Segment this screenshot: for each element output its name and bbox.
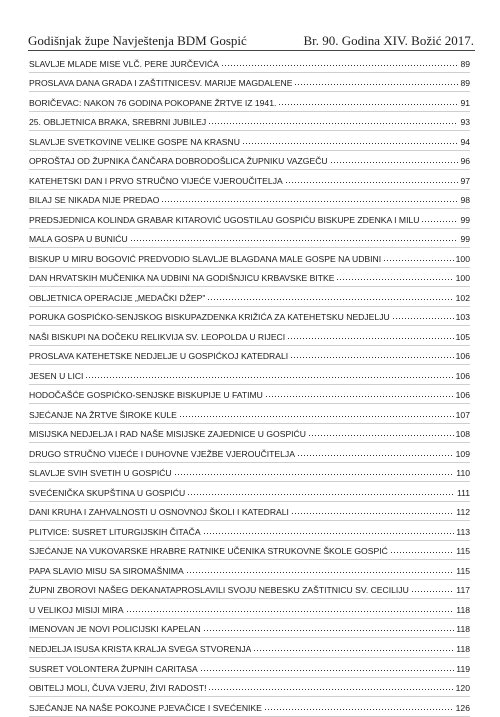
toc-entry-title: SLAVLJE SVETKOVINE VELIKE GOSPE NA KRASNU [29,136,240,147]
toc-entry-title: SJEĆANJE NA NAŠE POKOJNE PJEVAČICE I SVEĆENIKE [29,702,262,713]
dot-leader [278,104,458,105]
toc-entry[interactable] [29,346,470,366]
toc-entry-title: DRUGO STRUČNO VIJEĆE I DUHOVNE VJEŽBE VJEROUČITELJA [29,448,295,459]
dot-leader [308,435,454,436]
toc-entry-page: 112 [456,507,470,518]
toc-entry-title: JESEN U LICI [29,370,84,381]
toc-entry[interactable] [29,599,470,619]
toc-entry-title: SVEĆENIČKA SKUPŠTINA U GOSPIĆU [29,487,186,498]
toc-entry-title: BISKUP U MIRU BOGOVIĆ PREDVODIO SLAVLJE BLAGDANA MALE GOSPE NA UDBINI [29,253,382,264]
dot-leader [85,377,453,378]
dot-leader [294,84,458,85]
toc-entry-page: 110 [456,468,470,479]
toc-entry[interactable] [29,580,470,600]
toc-entry-page: 115 [456,565,470,576]
toc-entry[interactable] [29,365,470,385]
toc-entry-page: 106 [455,351,470,362]
toc-entry-title: SJEĆANJE NA ŽRTVE ŠIROKE KULE [29,409,177,420]
toc-entry[interactable] [29,560,470,580]
toc-entry-page: 102 [455,292,470,303]
toc-entry[interactable] [29,658,470,678]
toc-entry-title: 25. OBLJETNICA BRAKA, SREBRNI JUBILEJ [29,117,207,128]
toc-entry-page: 97 [460,175,470,186]
toc-entry[interactable] [29,307,470,327]
toc-entry-title: SUSRET VOLONTERA ŽUPNIH CARITASA [29,663,198,674]
toc-entry-page: 100 [455,253,470,264]
toc-entry-title: HODOČAŠĆE GOSPIĆKO-SENJSKE BISKUPIJE U FATIMU [29,390,263,401]
toc-entry-title: IMENOVAN JE NOVI POLICIJSKI KAPELAN [29,624,201,635]
toc-entry-page: 94 [460,136,470,147]
toc-entry[interactable] [29,521,470,541]
dot-leader [174,474,455,475]
toc-entry-title: PORUKA GOSPIĆKO-SENJSKOG BISKUPAZDENKA KRIŽIĆA ZA KATEHETSKU NEDJELJU [29,312,390,323]
toc-entry-page: 99 [460,214,470,225]
toc-entry-title: ŽUPNI ZBOROVI NAŠEG DEKANATAPROSLAVILI SVOJU NEBESKU ZAŠTITNICU SV. CECILIJU [29,585,409,596]
dot-leader [336,279,453,280]
toc-entry-page: 109 [455,448,470,459]
toc-entry[interactable] [29,92,470,112]
dot-leader [264,709,454,710]
toc-entry-page: 100 [455,273,470,284]
toc-entry-page: 117 [456,585,470,596]
page-header [28,33,474,49]
toc-entry-title: SLAVLJE MLADE MISE VLČ. PERE JURČEVIĆA [29,58,219,69]
dot-leader [392,318,454,319]
toc-entry-page: 106 [455,390,470,401]
issue-info: Br. 90. Godina XIV. Božić 2017. [303,33,474,48]
dot-leader [203,630,455,631]
toc-entry[interactable] [29,424,470,444]
toc-entry-page: 113 [456,526,470,537]
dot-leader [187,494,455,495]
toc-entry-title: BORIČEVAC: NAKON 76 GODINA POKOPANE ŽRTVE IZ 1941. [29,97,277,108]
toc-entry-title: DAN HRVATSKIH MUČENIKA NA UDBINI NA GODIŠNJICU KRBAVSKE BITKE [29,273,335,284]
dot-leader [390,552,455,553]
toc-entry-page: 99 [460,234,470,245]
dot-leader [285,182,459,183]
toc-entry[interactable] [29,326,470,346]
toc-entry[interactable] [29,463,470,483]
toc-entry-title: OPROŠTAJ OD ŽUPNIKA ČANČARA DOBRODOŠLICA ŽUPNIKU VAZGEČU [29,156,328,167]
toc-entry-page: 105 [455,331,470,342]
dot-leader [253,650,454,651]
toc-entry-page: 120 [455,683,470,694]
toc-entry-page: 98 [460,195,470,206]
dot-leader [208,123,458,124]
dot-leader [330,162,459,163]
toc-entry-title: OBLJETNICA OPERACIJE „MEDAČKI DŽEP" [29,292,206,303]
toc-entry-page: 96 [460,156,470,167]
toc-entry[interactable] [29,541,470,561]
toc-entry[interactable] [29,502,470,522]
toc-entry[interactable] [29,190,470,210]
toc-entry-title: SLAVLJE SVIH SVETIH U GOSPIĆU [29,468,172,479]
toc-entry-page: 89 [460,58,470,69]
dot-leader [383,260,454,261]
toc-entry-page: 118 [456,604,470,615]
dot-leader [290,357,454,358]
toc-entry-title: KATEHETSKI DAN I PRVO STRUČNO VIJEĆE VJEROUČITELJA [29,175,283,186]
dot-leader [297,455,454,456]
dot-leader [179,416,454,417]
toc-entry-title: PAPA SLAVIO MISU SA SIROMAŠNIMA [29,565,184,576]
toc-entry[interactable] [29,170,470,190]
toc-entry-page: 115 [456,546,470,557]
toc-entry[interactable] [29,268,470,288]
toc-entry[interactable] [29,73,470,93]
toc-entry-page: 106 [455,370,470,381]
toc-entry[interactable] [29,151,470,171]
toc-entry-title: PREDSJEDNICA KOLINDA GRABAR KITAROVIĆ UGOSTILAU GOSPIĆU BISKUPE ZDENKA I MILU [29,214,420,225]
dot-leader [411,591,454,592]
table-of-contents [29,53,470,717]
dot-leader [242,143,458,144]
toc-entry[interactable] [29,53,470,73]
dot-leader [221,65,459,66]
journal-title: Godišnjak župe Navještenja BDM Gospić [28,33,247,48]
toc-entry-page: 91 [460,97,470,108]
dot-leader [130,240,459,241]
header-rule [28,50,475,51]
toc-entry-page: 111 [456,487,470,498]
toc-entry-title: NAŠI BISKUPI NA DOČEKU RELIKVIJA SV. LEOPOLDA U RIJECI [29,331,286,342]
toc-entry[interactable] [29,697,470,717]
toc-entry[interactable] [29,443,470,463]
toc-entry[interactable] [29,385,470,405]
toc-entry-page: 118 [456,643,470,654]
toc-entry-page: 126 [455,702,470,713]
toc-entry-title: PROSLAVA DANA GRADA I ZAŠTITNICESV. MARIJE MAGDALENE [29,78,293,89]
toc-entry-title: MISIJSKA NEDJELJA I RAD NAŠE MISIJSKE ZAJEDNICE U GOSPIĆU [29,429,306,440]
dot-leader [287,338,454,339]
toc-entry-page: 119 [456,663,470,674]
toc-entry[interactable] [29,287,470,307]
toc-entry-title: NEDJELJA ISUSA KRISTA KRALJA SVEGA STVORENJA [29,643,252,654]
toc-entry[interactable] [29,248,470,268]
dot-leader [186,572,455,573]
toc-entry-title: SJEĆANJE NA VUKOVARSKE HRABRE RATNIKE UČENIKA STRUKOVNE ŠKOLE GOSPIĆ [29,546,388,557]
dot-leader [200,670,455,671]
dot-leader [421,221,458,222]
toc-entry-page: 89 [460,78,470,89]
toc-entry-page: 107 [455,409,470,420]
dot-leader [208,689,453,690]
dot-leader [203,533,455,534]
toc-entry[interactable] [29,209,470,229]
toc-entry[interactable] [29,638,470,658]
dot-leader [161,201,458,202]
dot-leader [207,299,453,300]
toc-entry[interactable] [29,678,470,698]
toc-entry-title: BILAJ SE NIKADA NIJE PREDAO [29,195,160,206]
toc-entry[interactable] [29,482,470,502]
dot-leader [265,396,454,397]
toc-entry-title: PROSLAVA KATEHETSKE NEDJELJE U GOSPIĆKOJ KATEDRALI [29,351,289,362]
dot-leader [291,513,454,514]
toc-entry[interactable] [29,229,470,249]
dot-leader [126,611,455,612]
toc-entry-page: 103 [455,312,470,323]
toc-entry-title: OBITELJ MOLI, ČUVA VJERU, ŽIVI RADOST! [29,683,207,694]
toc-entry-title: U VELIKOJ MISIJI MIRA [29,604,124,615]
toc-entry[interactable] [29,404,470,424]
toc-entry-title: DANI KRUHA I ZAHVALNOSTI U OSNOVNOJ ŠKOLI I KATEDRALI [29,507,289,518]
toc-entry[interactable] [29,131,470,151]
toc-entry-page: 118 [456,624,470,635]
toc-entry-page: 108 [455,429,470,440]
toc-entry[interactable] [29,619,470,639]
toc-entry-title: MALA GOSPA U BUNIĆU [29,234,128,245]
toc-entry[interactable] [29,112,470,132]
toc-entry-page: 93 [460,117,470,128]
toc-entry-title: PLITVICE: SUSRET LITURGIJSKIH ČITAČA [29,526,201,537]
